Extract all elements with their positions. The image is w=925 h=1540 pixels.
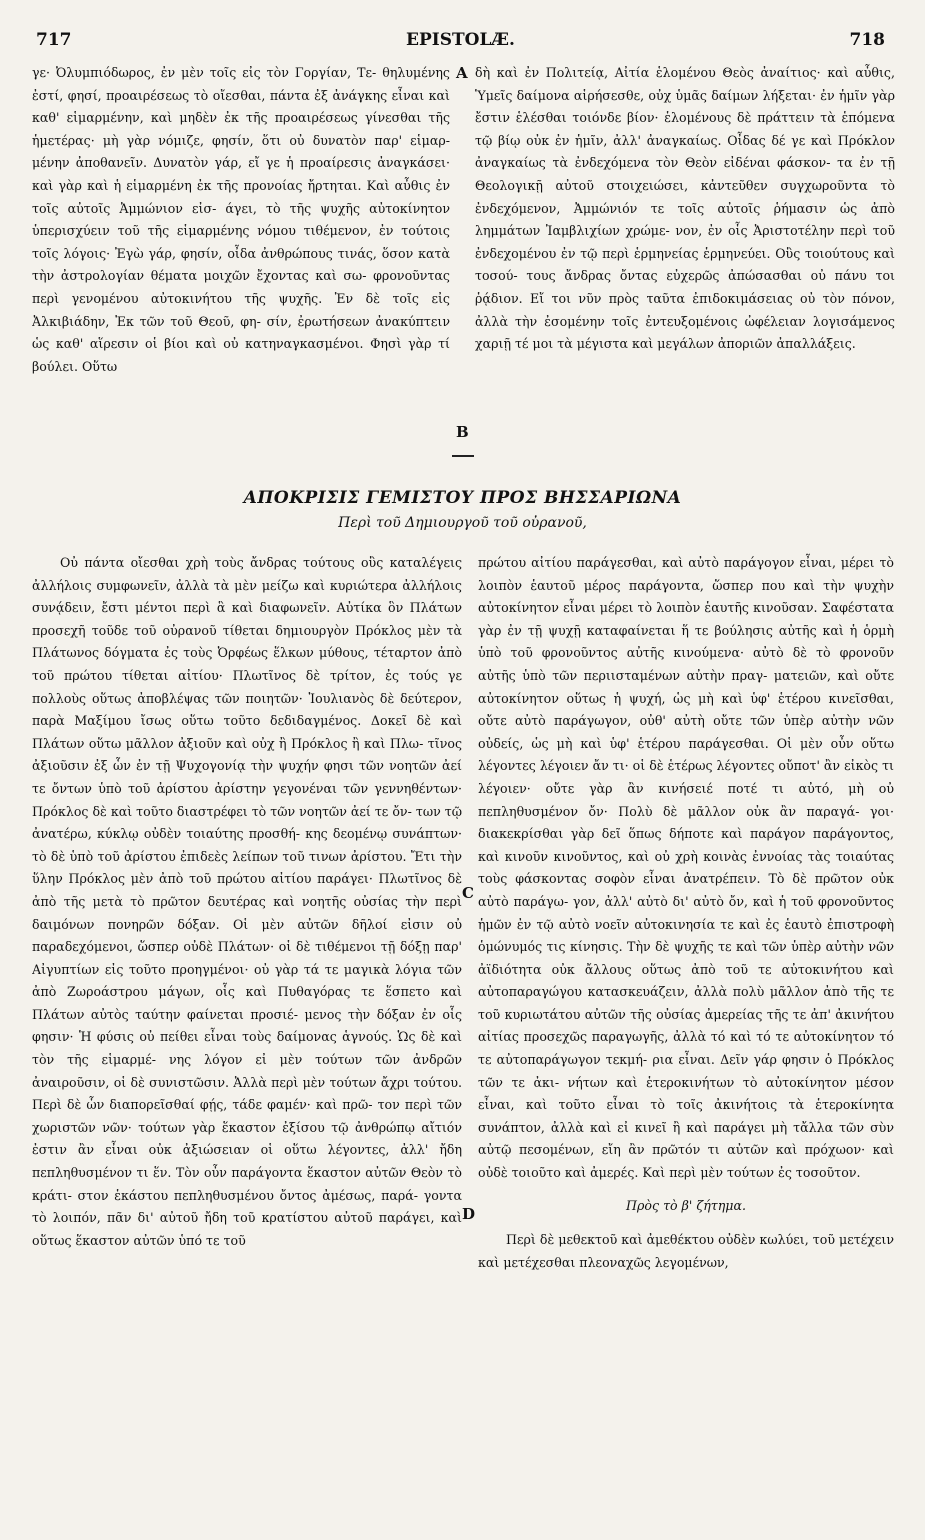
article-title: ΑΠΟΚΡΙΣΙΣ ΓΕΜΙΣΤΟΥ ΠΡΟΣ ΒΗΣΣΑΡΙΩΝΑ bbox=[243, 488, 682, 508]
question-heading: Πρὸς τὸ β' ζήτημα. bbox=[626, 1197, 746, 1213]
bottom-left-column bbox=[32, 552, 462, 1512]
margin-marker-d: D bbox=[462, 1205, 476, 1223]
margin-marker-b: B bbox=[456, 423, 469, 441]
margin-marker-c: C bbox=[462, 884, 474, 902]
bottom-left-text: Οὐ πάντα οἴεσθαι χρὴ τοὺς ἄνδρας τούτους οὓς καταλέγεις ἀλλήλοις συμφωνεῖν, ἀλλὰ τὰ μὲν μείζω καὶ κυριώτερα ἀλλήλοις συνᾴδειν, ἔστι μέντοι περὶ ἃ καὶ διαφωνεῖν. Αὐτίκα ὃν Πλάτων προσεχῆ τοῦδε τοῦ οὐρανοῦ τίθεται δημιουργὸν Πρόκλος μὲν τὰ Πλάτωνος δόγματα ἐς τοὺς Ὀρφέως ἕλκων μύθους, τέταρτον ἀπὸ τοῦ πρώτου τίθεται αἰτίου· Πλωτῖνος δὲ τρίτον, ἐς τούς γε πολλοὺς οὕτως ἀποβλέψας τῶν ποιητῶν· Ἰουλιανὸς δὲ δεύτερον, παρὰ Μαξίμου ἴσως οὕτω τοῦτο δεδιδαγμένος. Δοκεῖ δὲ καὶ Πλάτων οὕτω μᾶλλον ἀξιοῦν καὶ οὐχ ἢ Πρόκλος ἢ καὶ Πλω- τῖνος ἀξιοῦσιν ἐξ ὧν ἐν τῇ Ψυχογονίᾳ τὴν ψυχήν φησι τῶν νοητῶν ἀεί τε ὄντων ὑπὸ τοῦ ἀρίστου ἀρίστην γεγονέναι τῶν γεννηθέντων· Πρόκλος δὲ καὶ τοῦτο διαστρέφει τὸ τῶν νοητῶν ἀεί τε ὄν- των τῷ ἀνατέρω, κύκλῳ οὐδὲν τοιαύτης προσθή- κης δεομένῳ συνάπτων· τὸ δὲ ὑπὸ τοῦ ἀρίστου ἐπιδεὲς λείπων τοῦ τινων ἀρίστου. Ἔτι τὴν ὕλην Πρόκλος μὲν ἀπὸ τοῦ πρώτου αἰτίου παράγει· Πλωτῖνος δὲ ἀπὸ τῆς μετὰ τὸ πρῶτον δευτέρας καὶ νοητῆς οὐσίας τὴν περὶ δαιμόνων πονηρῶν δόξαν. Οἱ μὲν αὐτῶν δῆλοί εἰσιν οὐ παραδεχόμενοι, ὥσπερ οὐδὲ Πλάτων· οἱ δὲ τιθέμενοι τῇ δόξῃ παρ' Αἰγυπτίων εἰς τοῦτο προηγμένοι· οὐ γὰρ τά τε μαγικὰ λόγια τῶν ἀπὸ Ζωροάστρου μάγων, οἷς καὶ Πυθαγόρας τε ἕσπετο καὶ Πλάτων αὐτὸς ταύτην φαίνεται προσιέ- μενος τὴν δόξαν ἐν οἷς φησιν· Ἡ φύσις οὐ πείθει εἶναι τοὺς δαίμονας ἁγνούς. Ὡς δὲ καὶ τὸν τῆς εἱμαρμέ- νης λόγον εἰ μὲν τούτων τῶν ἀνδρῶν ἀναιροῦσιν, οἱ δὲ συνιστῶσιν. Ἀλλὰ περὶ μὲν τούτων ἄχρι τούτου. Περὶ δὲ ὧν διαπορεῖσθαί φῄς, τάδε φαμέν· καὶ πρῶ- τον περὶ τῶν χωριστῶν νῶν· τούτων γὰρ ἕκαστον ἐξίσου τῷ ἀνθρώπῳ αἴτιόν ἐστιν ἂν εἶναι οὐκ ἀξιώσειαν οἱ οὕτω λέγοντες, ἀλλ' ἤδη πεπληθυσμένον τι ἕν. Τὸν οὖν παράγοντα ἕκαστον αὐτῶν Θεὸν τὸ κράτι- στον ἑκάστου πεπληθυσμένου ὄντος ἀμέσως, παρά- γοντα τὸ λοιπόν, πᾶν δι' αὐτοῦ ἤδη τοῦ κρατίστου αὐτοῦ παράγει, καὶ οὕτως ἕκαστον αὐτῶν ὑπό τε τοῦ bbox=[32, 555, 462, 1248]
bottom-right-text: πρώτου αἰτίου παράγεσθαι, καὶ αὐτὸ παράγογον εἶναι, μέρει τὸ λοιπὸν ἑαυτοῦ μέρος παράγοντα, ὥσπερ που καὶ τὴν ψυχὴν αὐτοκίνητον εἶναι μέρει τὸ λοιπὸν ἑαυτῆς κινοῦσαν. Σαφέστατα γὰρ ἐν τῇ ψυχῇ καταφαίνεται ἥ τε βούλησις αὐτῆς καὶ ἡ ὁρμὴ ὑπὸ τοῦ φρονοῦντος αὐτῆς κινούμενα· αὐτὸ δὲ τὸ φρονοῦν αὐτῆς ὑπὸ τῶν περιισταμένων αὐτὴν πραγ- ματειῶν, καὶ οὔτε αὐτοκίνητον οὕτως ἡ ψυχή, ὡς μὴ καὶ ὑφ' ἑτέρου κινεῖσθαι, οὔτε αὐτὸ παράγωγον, οὐθ' αὐτὴ οὔτε τῶν ὑπὲρ αὐτὴν νῶν οὐδείς, ὡς μὴ καὶ ὑφ' ἑτέρου παράγεσθαι. Οἱ μὲν οὖν οὕτω λέγοντες λέγοιεν ἄν τι· οἱ δὲ ἑτέρως λέγοντες οὔποτ' ἂν εἰκὸς τι λέγοιεν· οὔτε γὰρ ἂν κινήσειέ ποτέ τι αὐτό, μὴ οὐ πεπληθυσμένον ὄν· Πολὺ δὲ μᾶλλον οὐκ ἂν παραγά- γοι· διακεκρίσθαι γὰρ δεῖ ὅπως δήποτε καὶ παράγον παράγοντος, καὶ κινοῦν κινοῦντος, καὶ οὐ χρὴ κοινὰς ἐννοίας τὰς τοιαύτας τοὺς φάσκοντας σοφὸν εἶναι ἀνατρέπειν. Τὸ δὲ πρῶτον οὐκ αὐτὸ παράγω- γον, ἀλλ' αὐτὸ δι' αὐτὸ ὄν, καὶ ἡ τοῦ φρονοῦντος ἡμῶν ἐν τῷ αὐτὸ νοεῖν αὐτοκινησία τε καὶ ἐς ἑαυτὸ ἐπιστροφὴ ὁμώνυμός τις κίνησις. Τὴν δὲ ψυχῆς τε καὶ τῶν ὑπὲρ αὐτὴν νῶν ἀϊδιότητα οὐκ ἄλλους οὕτως ἀπὸ τοῦ τε αὐτοκινήτου καὶ αὐτοπαραγώγου κατασκευάζειν, ἀλλὰ πολὺ μᾶλλον ἀπὸ τῆς τε τοῦ κυριωτάτου αὐτῶν τῆς οὐσίας ἀμερείας τῆς τε ἀπ' ἀκινήτου αἰτίας προσεχῶς παραγωγῆς, ἀλλὰ τό καὶ τό τε αὐτοκίνητον τό τε αὐτοπαράγωγον τεκμή- ρια εἶναι. Δεῖν γάρ φησιν ὁ Πρόκλος τῶν τε ἀκι- νήτων καὶ ἑτεροκινήτων τὸ αὐτοκίνητον μέσον εἶναι, καὶ τοῦτο εἶναι τὸ τοῖς ἀκινήτοις τὰ ἑτεροκίνητα συνάπτον, ἀλλὰ καὶ εἰ κινεῖ ἢ καὶ παράγει μὴ τἄλλα τῶν σὺν αὐτῷ πεσομένων, εἴη ἂν πρῶτόν τι αὐτῶν καὶ πρόχωον· καὶ οὐδὲ τοιοῦτο καὶ ἀμερές. Καὶ περὶ μὲν τούτων ἐς τοσοῦτον. bbox=[478, 555, 894, 1181]
running-title: EPISTOLÆ. bbox=[406, 30, 515, 50]
top-right-text: δὴ καὶ ἐν Πολιτείᾳ, Αἰτία ἑλομένου Θεὸς ἀναίτιος· καὶ αὖθις, Ὑμεῖς δαίμονα αἱρήσεσθε, οὐχ ὑμᾶς δαίμων λήξεται· ἐν ἡμῖν γὰρ ἔστιν ἑλέσθαι τοιόνδε βίον· ἑλομένους δὲ πράττειν τὰ ἑπόμενα τῷ βίῳ οὐκ ἐν ἡμῖν, ἀλλ' ἀναγκαίως. Οἶδας δέ γε καὶ Πρόκλον ἀναγκαίως τὰ ἐνδεχόμενα τὸν Θεὸν εἰδέναι φάσκον- τα ἐν τῇ Θεολογικῇ αὐτοῦ στοιχειώσει, κἀντεῦθεν συγχωροῦντα τὸ ἐνδεχόμενον, Ἀμμώνιόν τε τοῖς αὐτοῖς ῥήμασιν ὡς ἀπὸ λημμάτων Ἰαμβλιχίων χρώμε- νον, ἐν οἷς Ἀριστοτέλην περὶ τοῦ ἐνδεχομένου ἐν τῷ περὶ ἑρμηνείας ἑρμηνεύει. Οὓς τοιούτους καὶ τοσού- τους ἄνδρας ὄντας εὐχερῶς ἀπώσασθαι οὐ πάνυ τοι ῥᾴδιον. Εἴ τοι νῦν πρὸς ταῦτα ἐπιδοκιμάσειας οὐ τὸν πόνον, ἀλλὰ τὴν ἐσομένην τοῖς ἐντευξομένοις ὠφέλειαν λογισάμενος χαριῇ τέ μοι τὰ μέγιστα καὶ μεγάλων ἀποριῶν ἀπαλλάξεις. bbox=[475, 65, 895, 352]
running-header bbox=[36, 30, 885, 60]
bottom-right-text-2: Περὶ δὲ μεθεκτοῦ καὶ ἀμεθέκτου οὐδὲν κωλύει, τοῦ μετέχειν καὶ μετέχεσθαι πλεοναχῶς λεγομένων, bbox=[478, 1232, 894, 1270]
left-page-number: 717 bbox=[36, 30, 72, 50]
bottom-right-column bbox=[478, 552, 894, 1512]
top-right-column bbox=[475, 62, 895, 447]
article-subtitle: Περὶ τοῦ Δημιουργοῦ τοῦ οὐρανοῦ, bbox=[338, 515, 587, 531]
section-divider bbox=[452, 455, 474, 457]
top-left-text: γε· Ὀλυμπιόδωρος, ἐν μὲν τοῖς εἰς τὸν Γοργίαν, Τε- θηλυμένης ἐστί, φησί, προαιρέσεως τὸ οἴεσθαι, πάντα ἐξ ἀνάγκης εἶναι καὶ καθ' εἱμαρμένην, καὶ μηδὲν ἐκ τῆς προαιρέσεως γίνεσθαι τῆς ἡμετέρας· μὴ γὰρ νόμιζε, φησίν, ὅτι οὐ δυνατὸν παρ' εἱμαρ- μένην ἀποθανεῖν. Δυνατὸν γάρ, εἴ γε ἡ προαίρεσις ἀναγκάσει· καὶ γὰρ καὶ ἡ εἱμαρμένη ἐκ τῆς προνοίας ἤρτηται. Καὶ αὖθις ἐν τοῖς αὐτοῖς Ἀμμώνιον εἰσ- άγει, τὸ τῆς ψυχῆς αὐτοκίνητον ὑπερισχύειν τοῦ τῆς εἱμαρμένης νόμου τιθέμενον, ἐν τούτοις τοῖς λόγοις· Ἐγὼ γάρ, φησίν, οἶδα ἀνθρώπους τινάς, ὅσον κατὰ τὴν ἀστρολογίαν θέματα μοιχῶν ἔχοντας καὶ σω- φρονοῦντας περὶ γενομένου αὐτοκινήτου τῆς ψυχῆς. Ἐν δὲ τοῖς εἰς Ἀλκιβιάδην, Ἐκ τῶν τοῦ Θεοῦ, φη- σίν, ἐρωτήσεων ἀνακύπτειν ὡς καθ' αἵρεσιν οἱ βίοι καὶ οὐ κατηναγκασμένοι. Φησὶ γὰρ τί βούλει. Οὕτω bbox=[32, 65, 450, 374]
margin-marker-a: A bbox=[456, 64, 468, 82]
top-left-column bbox=[32, 62, 450, 447]
right-page-number: 718 bbox=[849, 30, 885, 50]
